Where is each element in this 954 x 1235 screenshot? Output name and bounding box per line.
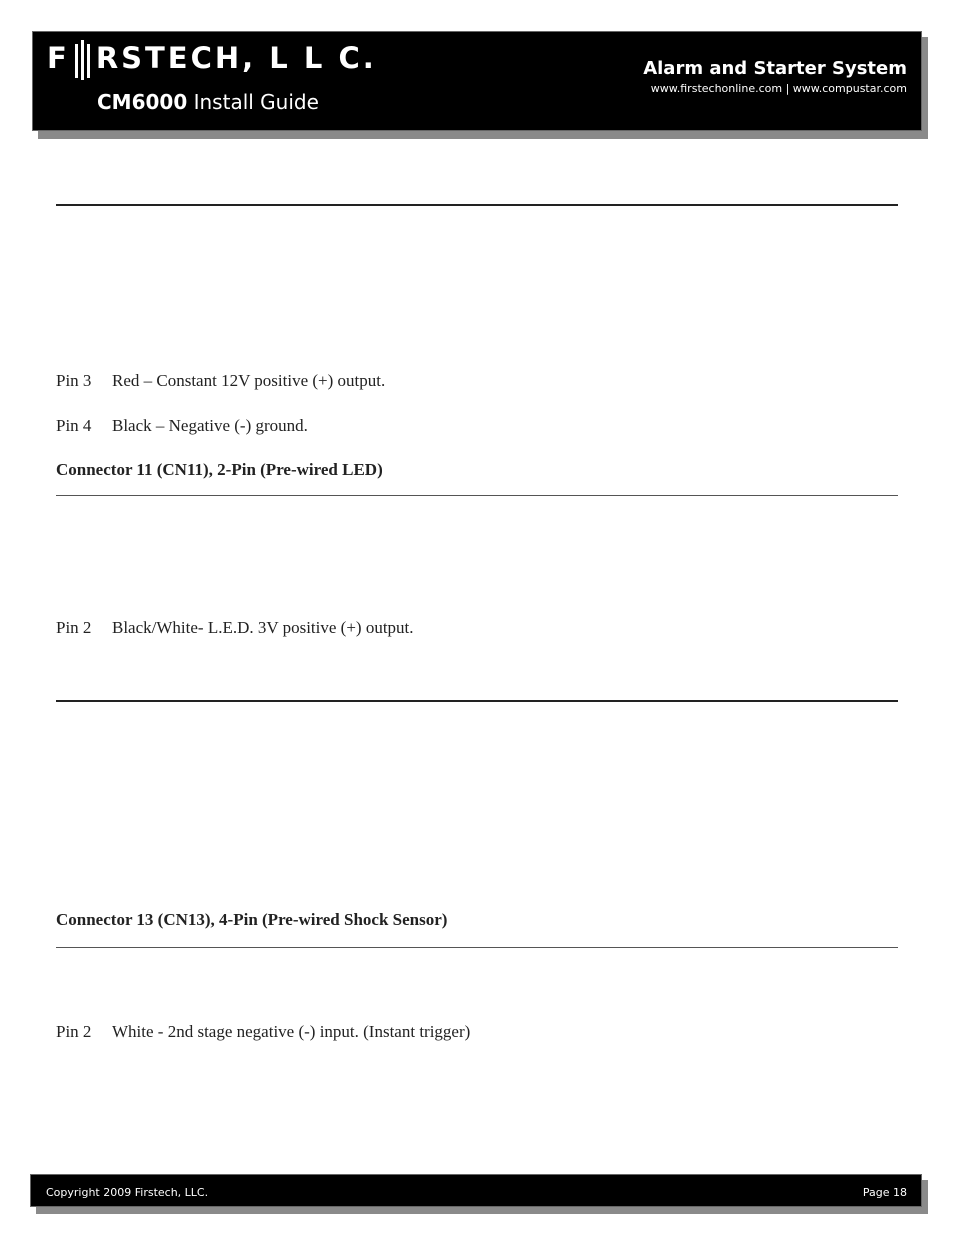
logo-text-right: RSTECH, L L C.	[95, 41, 377, 75]
system-title: Alarm and Starter System	[643, 58, 907, 79]
logo-text-left: F	[47, 41, 70, 75]
cn11-heading: Connector 11 (CN11), 2-Pin (Pre-wired LED)	[56, 460, 383, 479]
cn11-rule	[56, 495, 898, 496]
page-header	[32, 31, 922, 131]
cn13-heading: Connector 13 (CN13), 4-Pin (Pre-wired Shock Sensor)	[56, 910, 448, 929]
page-footer	[30, 1174, 922, 1207]
pin-label: Pin 3	[56, 371, 92, 390]
logo-mark-icon	[72, 40, 92, 80]
pin-description: Black/White- L.E.D. 3V positive (+) output.	[112, 618, 414, 637]
copyright-text: Copyright 2009 Firstech, LLC.	[46, 1186, 209, 1199]
doc-title-model: CM6000	[97, 90, 188, 114]
doc-title	[97, 90, 319, 114]
pin-description: White - 2nd stage negative (-) input. (Instant trigger)	[112, 1022, 471, 1041]
doc-title-rest: Install Guide	[187, 90, 319, 114]
firstech-logo	[47, 40, 377, 80]
page-number: Page 18	[862, 1186, 907, 1199]
cn10-pin3-line	[56, 371, 385, 391]
cn13-rule	[56, 947, 898, 948]
pin-description: Black – Negative (-) ground.	[112, 416, 308, 435]
pin-label: Pin 2	[56, 1022, 92, 1041]
pin-label: Pin 4	[56, 416, 92, 435]
pin-label: Pin 2	[56, 618, 92, 637]
pin-description: Red – Constant 12V positive (+) output.	[112, 371, 386, 390]
cn11-pin2-line	[56, 618, 414, 638]
cn13-pin2-line	[56, 1022, 470, 1042]
cn10-pin4-line	[56, 416, 308, 436]
section-divider	[56, 204, 898, 206]
section-divider	[56, 700, 898, 702]
website-urls: www.firstechonline.com | www.compustar.com	[650, 82, 907, 95]
